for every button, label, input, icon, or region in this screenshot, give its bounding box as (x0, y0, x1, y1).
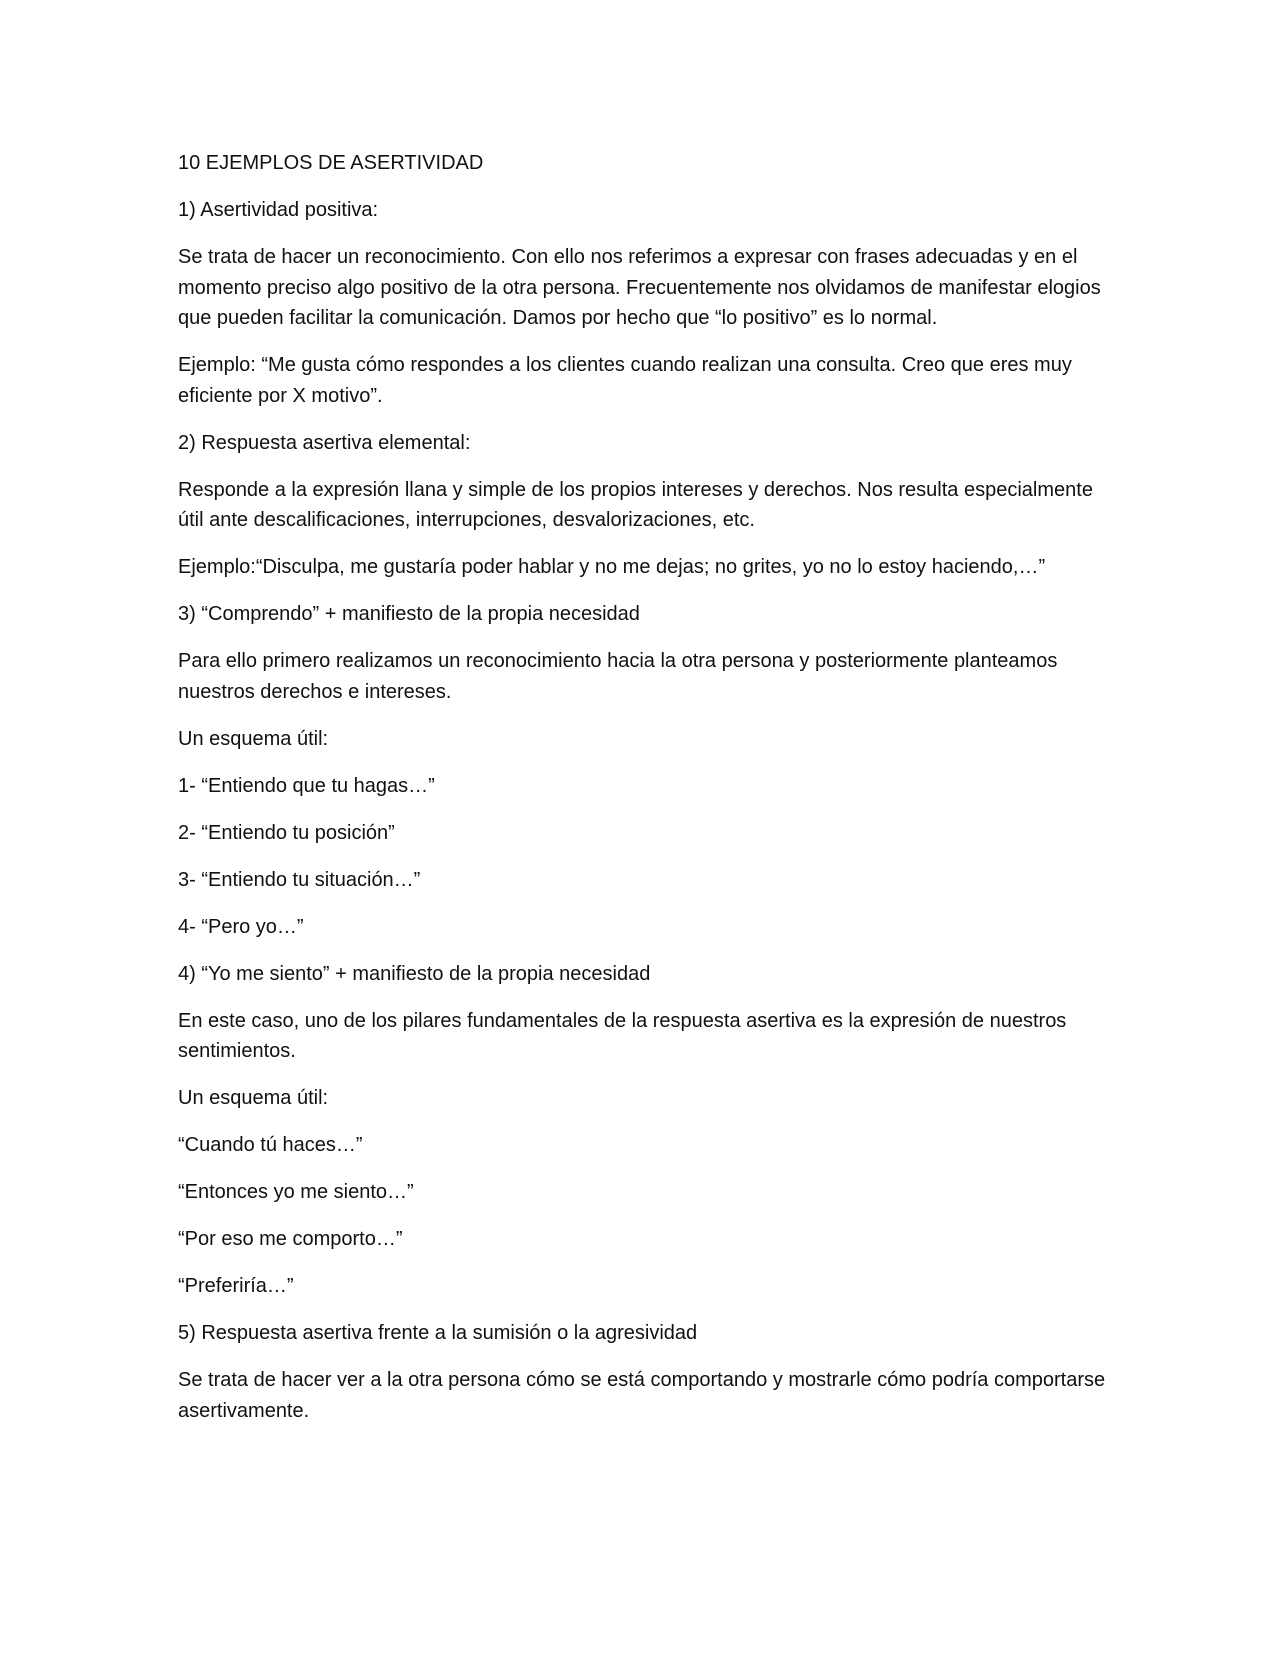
schema-item: “Por eso me comporto…” (178, 1228, 403, 1250)
paragraph: Se trata de hacer ver a la otra persona cómo se está comportando y mostrarle cómo podría comportarse asertivamente. (178, 1369, 1106, 1422)
schema-label: Un esquema útil: (178, 1087, 329, 1109)
paragraph: Responde a la expresión llana y simple de los propios intereses y derechos. Nos resulta especialmente útil ante descalificaciones, interrupciones, desvalorizaciones, etc. (178, 478, 1093, 531)
heading-sumision-agresividad: 5) Respuesta asertiva frente a la sumisión o la agresividad (178, 1322, 698, 1344)
paragraph: Se trata de hacer un reconocimiento. Con ello nos referimos a expresar con frases adecuadas y en el momento preciso algo positivo de la otra persona. Frecuentemente nos olvidamos de manifestar elogios que pueden facilitar la comunicación. Damos por hecho que “lo positivo” es lo normal. (178, 246, 1101, 329)
schema-label: Un esquema útil: (178, 727, 329, 750)
document-title: 10 EJEMPLOS DE ASERTIVIDAD (178, 152, 484, 174)
schema-item: “Preferiría…” (178, 1275, 294, 1297)
document-body (178, 148, 1108, 1443)
heading-respuesta-elemental: 2) Respuesta asertiva elemental: (178, 431, 471, 454)
schema-item: 2- “Entiendo tu posición” (178, 821, 395, 844)
example-paragraph: Ejemplo:“Disculpa, me gustaría poder hablar y no me dejas; no grites, yo no lo estoy haciendo,…” (178, 556, 1046, 578)
example-paragraph: Ejemplo: “Me gusta cómo respondes a los clientes cuando realizan una consulta. Creo que eres muy eficiente por X motivo”. (178, 354, 1072, 407)
schema-item: “Cuando tú haces…” (178, 1134, 363, 1156)
schema-item: 3- “Entiendo tu situación…” (178, 868, 421, 891)
heading-asertividad-positiva: 1) Asertividad positiva: (178, 199, 379, 221)
paragraph: Para ello primero realizamos un reconocimiento hacia la otra persona y posteriormente planteamos nuestros derechos e intereses. (178, 650, 1058, 703)
paragraph: En este caso, uno de los pilares fundamentales de la respuesta asertiva es la expresión de nuestros sentimientos. (178, 1009, 1067, 1062)
schema-item: “Entonces yo me siento…” (178, 1181, 414, 1203)
heading-yo-me-siento: 4) “Yo me siento” + manifiesto de la propia necesidad (178, 962, 651, 985)
schema-item: 4- “Pero yo…” (178, 915, 304, 938)
schema-item: 1- “Entiendo que tu hagas…” (178, 774, 435, 797)
heading-comprendo: 3) “Comprendo” + manifiesto de la propia necesidad (178, 603, 640, 625)
